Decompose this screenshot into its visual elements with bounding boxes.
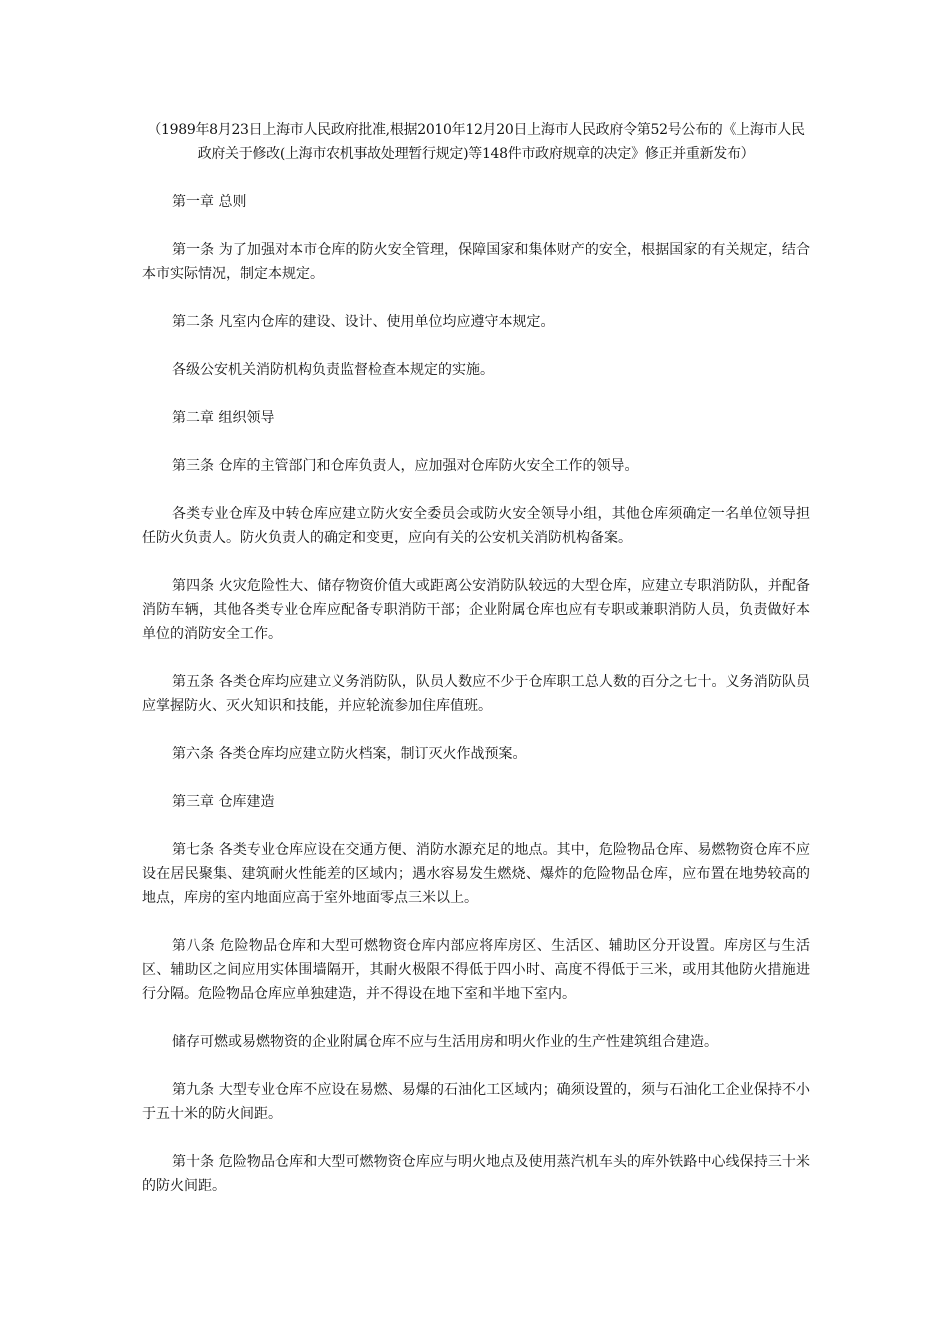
article-2: 第二条 凡室内仓库的建设、设计、使用单位均应遵守本规定。: [172, 314, 555, 330]
article-4: 第四条 火灾危险性大、储存物资价值大或距离公安消防队较远的大型仓库，应建立专职消防队，并配备消防车辆，其他各类专业仓库应配备专职消防干部；企业附属仓库也应有专职或兼职消防人员，负责做好本单位的消防安全工作。: [142, 578, 810, 642]
article-10: 第十条 危险物品仓库和大型可燃物资仓库应与明火地点及使用蒸汽机车头的库外铁路中心线保持三十米的防火间距。: [142, 1154, 810, 1194]
article-6: 第六条 各类仓库均应建立防火档案，制订灭火作战预案。: [172, 746, 527, 762]
article-3: 第三条 仓库的主管部门和仓库负责人，应加强对仓库防火安全工作的领导。: [172, 458, 639, 474]
article-3-paragraph-2: 各类专业仓库及中转仓库应建立防火安全委员会或防火安全领导小组，其他仓库须确定一名单位领导担任防火负责人。防火负责人的确定和变更，应向有关的公安机关消防机构备案。: [142, 506, 810, 546]
article-5: 第五条 各类仓库均应建立义务消防队，队员人数应不少于仓库职工总人数的百分之七十。义务消防队员应掌握防火、灭火知识和技能，并应轮流参加住库值班。: [142, 674, 810, 714]
article-7: 第七条 各类专业仓库应设在交通方便、消防水源充足的地点。其中，危险物品仓库、易燃物资仓库不应设在居民聚集、建筑耐火性能差的区域内；遇水容易发生燃烧、爆炸的危险物品仓库，应布置在地势较高的地点，库房的室内地面应高于室外地面零点三米以上。: [142, 842, 810, 906]
document-preamble: （1989年8月23日上海市人民政府批准,根据2010年12月20日上海市人民政府令第52号公布的《上海市人民政府关于修改(上海市农机事故处理暂行规定)等148件市政府规章的决定》修正并重新发布）: [147, 122, 805, 162]
article-1: 第一条 为了加强对本市仓库的防火安全管理，保障国家和集体财产的安全，根据国家的有关规定，结合本市实际情况，制定本规定。: [142, 242, 810, 282]
chapter-heading-1: 第一章 总则: [172, 194, 247, 210]
article-9: 第九条 大型专业仓库不应设在易燃、易爆的石油化工区域内；确须设置的，须与石油化工企业保持不小于五十米的防火间距。: [142, 1082, 810, 1122]
article-8: 第八条 危险物品仓库和大型可燃物资仓库内部应将库房区、生活区、辅助区分开设置。库房区与生活区、辅助区之间应用实体围墙隔开，其耐火极限不得低于四小时、高度不得低于三米，或用其他防火措施进行分隔。危险物品仓库应单独建造，并不得设在地下室和半地下室内。: [142, 938, 810, 1002]
chapter-heading-3: 第三章 仓库建造: [172, 794, 275, 810]
article-2-paragraph-2: 各级公安机关消防机构负责监督检查本规定的实施。: [172, 362, 494, 378]
document-body: [142, 118, 810, 1222]
chapter-heading-2: 第二章 组织领导: [172, 410, 275, 426]
article-8-paragraph-2: 储存可燃或易燃物资的企业附属仓库不应与生活用房和明火作业的生产性建筑组合建造。: [172, 1034, 718, 1050]
